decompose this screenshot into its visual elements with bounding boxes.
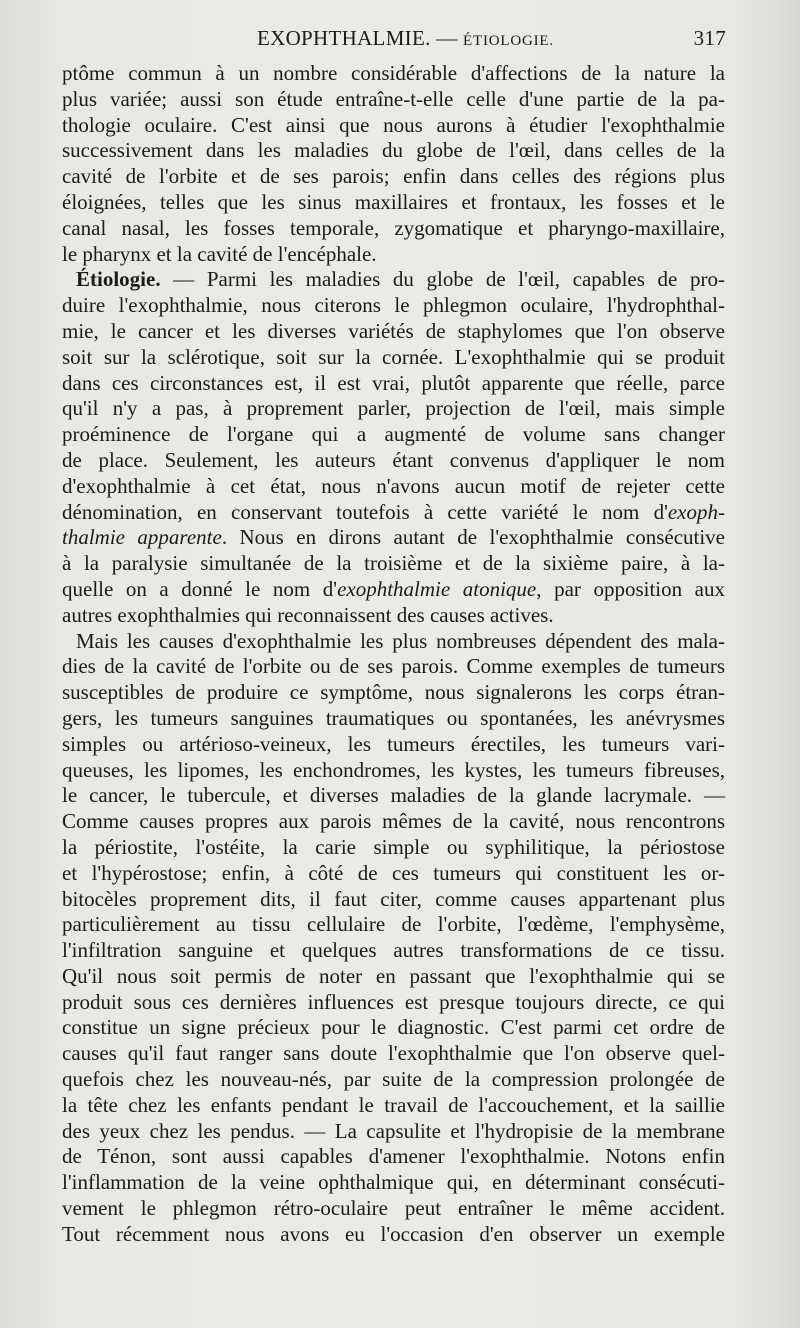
section-title: ÉTIOLOGIE. xyxy=(463,33,554,49)
running-head xyxy=(62,26,726,56)
text-line: autres exophthalmies qui reconnaissent des causes actives. xyxy=(62,602,554,627)
text-line: éloignées, telles que les sinus maxillaires et frontaux, les fosses et le xyxy=(62,189,725,214)
text-line: ptôme commun à un nombre considérable d'affections de la nature la xyxy=(62,61,725,85)
text-line: des yeux chez les pendus. — La capsulite et l'hydropisie de la membrane xyxy=(62,1118,725,1143)
text-line: soit sur la sclérotique, soit sur la cornée. L'exophthalmie qui se produit xyxy=(62,344,725,369)
text-run: quelle on a donné le nom d' xyxy=(62,576,338,601)
italic-term: exophthalmie atonique xyxy=(337,576,537,601)
text-line: plus variée; aussi son étude entraîne-t-elle celle d'une partie de la pa- xyxy=(62,86,725,111)
text-line: canal nasal, les fosses temporale, zygomatique et pharyngo-maxillaire, xyxy=(62,215,725,240)
text-line: particulièrement au tissu cellulaire de l'orbite, l'œdème, l'emphysème, xyxy=(62,912,725,937)
text-run: , par opposition aux xyxy=(536,576,725,601)
text-line: thologie oculaire. C'est ainsi que nous aurons à étudier l'exophthalmie xyxy=(62,112,725,137)
text-line: Comme causes propres aux parois mêmes de la cavité, nous rencontrons xyxy=(62,809,725,834)
text-line: simples ou artérioso-veineux, les tumeurs érectiles, les tumeurs vari- xyxy=(62,731,725,756)
text-line: dies de la cavité de l'orbite ou de ses parois. Comme exemples de tumeurs xyxy=(62,654,725,679)
text-line: la périostite, l'ostéite, la carie simple ou syphilitique, la périostose xyxy=(62,834,725,859)
text-line: Tout récemment nous avons eu l'occasion d'en observer un exemple xyxy=(62,1221,725,1246)
text-line: Mais les causes d'exophthalmie les plus nombreuses dépendent des mala- xyxy=(76,628,725,653)
text-line: vement le phlegmon rétro-oculaire peut entraîner le même accident. xyxy=(62,1196,725,1221)
text-line: et l'hypérostose; enfin, à côté de ces tumeurs qui constituent les or- xyxy=(62,860,725,885)
text-line: Qu'il nous soit permis de noter en passant que l'exophthalmie qui se xyxy=(62,963,725,988)
body-text xyxy=(62,61,725,1248)
text-run: dénomination, en conservant toutefois à cette variété le nom d' xyxy=(62,499,668,524)
text-line: la tête chez les enfants pendant le travail de l'accouchement, et la saillie xyxy=(62,1092,725,1117)
text-line: l'inflammation de la veine ophthalmique qui, en déterminant consécuti- xyxy=(62,1170,725,1195)
text-line: l'infiltration sanguine et quelques autres transformations de ce tissu. xyxy=(62,938,725,963)
text-line: quefois chez les nouveau-nés, par suite de la compression prolongée de xyxy=(62,1067,725,1092)
section-heading-etiologie: Étiologie. xyxy=(76,267,161,292)
text-line: cavité de l'orbite et de ses parois; enfin dans celles des régions plus xyxy=(62,164,725,189)
text-line: à la paralysie simultanée de la troisième et de la sixième paire, à la- xyxy=(62,551,725,576)
text-line: constitue un signe précieux pour le diagnostic. C'est parmi cet ordre de xyxy=(62,1015,725,1040)
text-line: de Ténon, sont aussi capables d'amener l'exophthalmie. Notons enfin xyxy=(62,1144,725,1169)
text-line: le cancer, le tubercule, et diverses maladies de la glande lacrymale. — xyxy=(62,783,725,808)
text-line: le pharynx et la cavité de l'encéphale. xyxy=(62,241,377,266)
text-line: dans ces circonstances est, il est vrai, plutôt apparente que réelle, parce xyxy=(62,370,725,395)
text-run: . Nous en dirons autant de l'exophthalmie consécutive xyxy=(221,525,725,550)
chapter-title: EXOPHTHALMIE. — xyxy=(257,26,458,50)
text-line: produit sous ces dernières influences est presque toujours directe, ce qui xyxy=(62,989,725,1014)
text-line xyxy=(62,525,725,551)
italic-term: thalmie apparente xyxy=(62,525,222,550)
text-line: successivement dans les maladies du globe de l'œil, dans celles de la xyxy=(62,138,725,163)
text-line: mie, le cancer et les diverses variétés de staphylomes que l'on observe xyxy=(62,318,725,343)
italic-term: exoph- xyxy=(667,499,725,524)
text-line: duire l'exophthalmie, nous citerons le phlegmon oculaire, l'hydrophthal- xyxy=(62,293,725,318)
text-line: de place. Seulement, les auteurs étant convenus d'appliquer le nom xyxy=(62,447,725,472)
text-line: d'exophthalmie à cet état, nous n'avons aucun motif de rejeter cette xyxy=(62,473,725,498)
running-head-title xyxy=(257,26,554,51)
text-line: gers, les tumeurs sanguines traumatiques ou spontanées, les anévrysmes xyxy=(62,705,725,730)
text-run: — Parmi les maladies du globe de l'œil, capables de pro- xyxy=(160,267,725,292)
text-line xyxy=(62,500,725,526)
text-line: qu'il n'y a pas, à proprement parler, projection de l'œil, mais simple xyxy=(62,396,725,421)
text-line: proéminence de l'organe qui a augmenté de volume sans changer xyxy=(62,422,725,447)
text-line xyxy=(62,267,725,293)
page-number: 317 xyxy=(693,26,726,50)
text-line: causes qu'il faut ranger sans doute l'exophthalmie que l'on observe quel- xyxy=(62,1041,725,1066)
text-line: bitocèles proprement dits, il faut citer, comme causes appartenant plus xyxy=(62,886,725,911)
text-line: susceptibles de produire ce symptôme, nous signalerons les corps étran- xyxy=(62,680,725,705)
text-line: queuses, les lipomes, les enchondromes, les kystes, les tumeurs fibreuses, xyxy=(62,757,725,782)
text-line xyxy=(62,577,725,603)
